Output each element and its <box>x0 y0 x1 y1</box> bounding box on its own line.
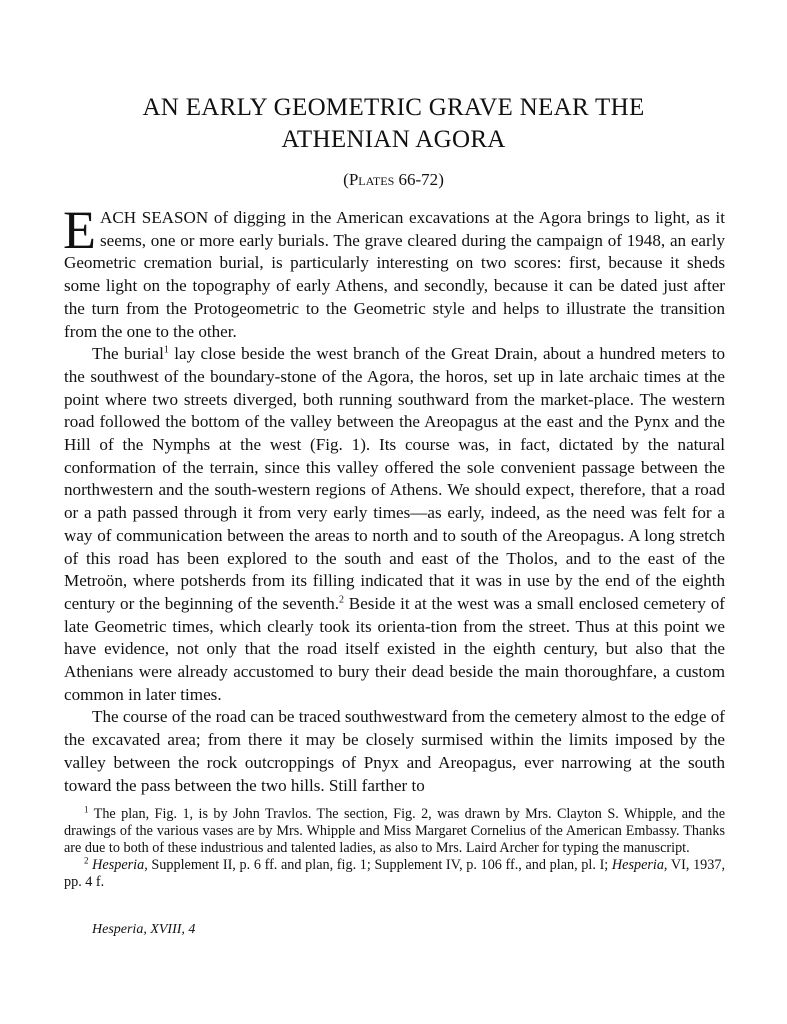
paragraph-2-text-b: lay close beside the west branch of the Great Drain, about a hundred meters to the southwest of the boundary-stone of the Agora, the horos, set up in late archaic times at the point where two streets diverged, both running southward from the market-place. The western road followed the bottom of the valley between the Areopagus at the east and the Pynx and the Hill of the Nymphs at the west (Fig. 1). Its course was, in fact, dictated by the natural conformation of the terrain, since this valley offered the sole convenient passage between the northwestern and the south-western regions of Athens. We should expect, therefore, that a road or a path passed through it from very early times—as early, indeed, as the need was felt for a way of communication between the areas to north and to south of the Areopagus. A long stretch of this road has been explored to the south and east of the Tholos, and to the east of the Metroön, where potsherds from its filling indicated that it was in use by the end of the eighth century or the beginning of the seventh. <box>64 344 725 613</box>
footnote-2 <box>64 857 725 891</box>
footnote-1-text: The plan, Fig. 1, is by John Travlos. The section, Fig. 2, was drawn by Mrs. Clayton S. Whipple, and the drawings of the various vases are by Mrs. Whipple and Miss Margaret Cornelius of the American Embassy. Thanks are due to both of these industrious and talented ladies, as also to Mrs. Laird Archer for typing the manuscript. <box>64 806 725 856</box>
footnote-1 <box>64 806 725 856</box>
paragraph-2-text-c: Beside it at the west was a small enclosed cemetery of late Geometric times, which clearly took its orienta-tion from the street. Thus at this point we have evidence, not only that the road itself existed in the eighth century, but also that the Athenians were already accustomed to bury their dead beside the main thoroughfare, a custom common in later times. <box>64 593 725 704</box>
footnote-2-journal-1: Hesperia <box>92 857 145 874</box>
plates-label: Plates 66-72 <box>348 170 439 189</box>
footnote-2-journal-2: Hesperia <box>611 857 664 874</box>
article-title <box>60 92 727 156</box>
paragraph-2 <box>64 343 725 706</box>
footnote-ref-2[interactable]: 2 <box>339 594 345 606</box>
running-footer: Hesperia, XVIII, 4 <box>92 922 196 937</box>
footnotes <box>64 806 725 892</box>
footnote-2-mark: 2 <box>84 855 89 866</box>
paragraph-3-text: The course of the road can be traced southwestward from the cemetery almost to the edge of the excavated area; from there it may be closely surmised within the limits imposed by the valley between the rock outcroppings of Pnyx and Areopagus, ever narrowing at the south toward the pass between the two hills. Still farther to <box>64 707 725 795</box>
paragraph-1-text: ACH SEASON of digging in the American excavations at the Agora brings to light, as it seems, one or more early burials. The grave cleared during the campaign of 1948, an early Geometric cremation burial, is particularly interesting on two scores: first, because it sheds some light on the topography of early Athens, and secondly, because it can be dated just after the turn from the Protogeometric to the Geometric style and helps to illustrate the transition from the one to the other. <box>64 208 725 341</box>
plates-reference <box>0 170 787 190</box>
footnote-2-text-1: , Supplement II, p. 6 ff. and plan, fig. 1; Supplement IV, p. 106 ff., and plan, pl. I; <box>144 857 609 874</box>
drop-cap: E <box>63 200 96 260</box>
body-text <box>63 200 725 797</box>
footnote-ref-1[interactable]: 1 <box>163 344 169 356</box>
footnote-2-text-2: , VI, 1937, pp. 4 f. <box>64 857 725 891</box>
footnote-1-mark: 1 <box>84 804 89 815</box>
paragraph-1 <box>63 200 725 343</box>
plates-close-paren: ) <box>438 170 444 189</box>
paragraph-2-text-a: The burial <box>92 344 164 364</box>
paragraph-3 <box>64 706 725 797</box>
title-line-1: AN EARLY GEOMETRIC GRAVE NEAR THE <box>142 94 645 121</box>
title-line-2: ATHENIAN AGORA <box>281 126 506 153</box>
plates-open-paren: ( <box>343 170 349 189</box>
